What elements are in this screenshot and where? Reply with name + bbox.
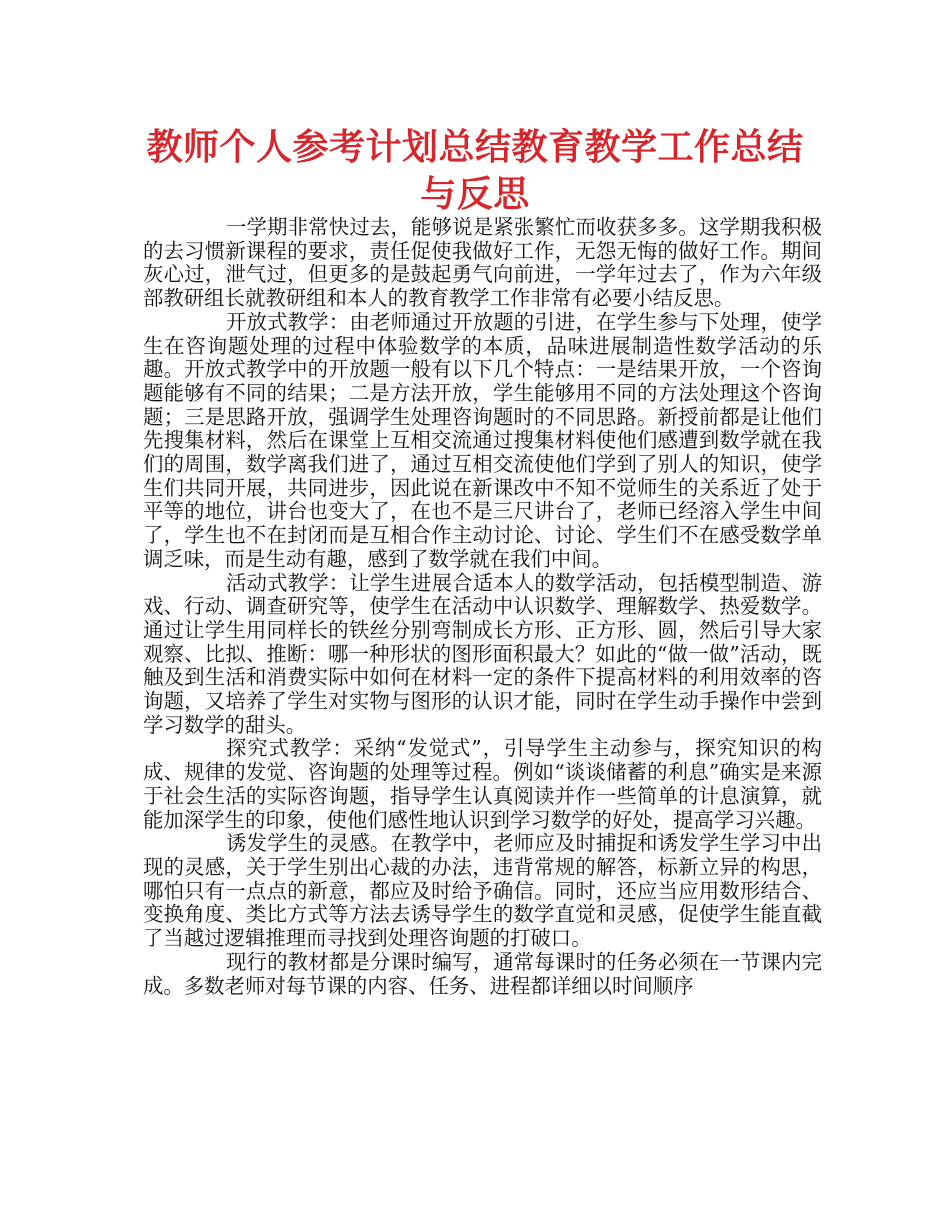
paragraph-textbook: 现行的教材都是分课时编写，通常每课时的任务必须在一节课内完成。多数老师对每节课的内容、任务、进程都详细以时间顺序 [143,949,822,998]
document-body [143,216,822,998]
paragraph-open-teaching: 开放式教学：由老师通过开放题的引进，在学生参与下处理，使学生在咨询题处理的过程中体验数学的本质，品味进展制造性数学活动的乐趣。开放式教学中的开放题一般有以下几个特点：一是结果开放，一个咨询题能够有不同的结果；二是方法开放，学生能够用不同的方法处理这个咨询题；三是思路开放，强调学生处理咨询题时的不同思路。新授前都是让他们先搜集材料，然后在课堂上互相交流通过搜集材料使他们感遭到数学就在我们的周围，数学离我们进了，通过互相交流使他们学到了别人的知识，使学生们共同开展，共同进步，因此说在新课改中不知不觉师生的关系近了处于平等的地位，讲台也变大了，在也不是三尺讲台了，老师已经溶入学生中间了，学生也不在封闭而是互相合作主动讨论、讨论、学生们不在感受数学单调乏味，而是生动有趣，感到了数学就在我们中间。 [143,309,822,571]
paragraph-inquiry-teaching: 探究式教学：采纳“发觉式”，引导学生主动参与，探究知识的构成、规律的发觉、咨询题的处理等过程。例如“谈谈储蓄的利息”确实是来源于社会生活的实际咨询题，指导学生认真阅读并作一些简单的计息演算，就能加深学生的印象，使他们感性地认识到学习数学的好处，提高学习兴趣。 [143,736,822,832]
paragraph-inspiration: 诱发学生的灵感。在教学中，老师应及时捕捉和诱发学生学习中出现的灵感，关于学生别出心裁的办法，违背常规的解答，标新立异的构思，哪怕只有一点点的新意，都应及时给予确信。同时，还应当应用数形结合、变换角度、类比方式等方法去诱导学生的数学直觉和灵感，促使学生能直截了当越过逻辑推理而寻找到处理咨询题的打破口。 [143,831,822,951]
paragraph-intro: 一学期非常快过去，能够说是紧张繁忙而收获多多。这学期我积极的去习惯新课程的要求，责任促使我做好工作，无怨无悔的做好工作。期间灰心过，泄气过，但更多的是鼓起勇气向前进，一学年过去了，作为六年级部教研组长就教研组和本人的教育教学工作非常有必要小结反思。 [143,215,822,311]
document-title: 教师个人参考计划总结教育教学工作总结与反思 [146,127,804,215]
paragraph-activity-teaching: 活动式教学：让学生进展合适本人的数学活动，包括模型制造、游戏、行动、调查研究等，使学生在活动中认识数学、理解数学、热爱数学。通过让学生用同样长的铁丝分别弯制成长方形、正方形、圆，然后引导大家观察、比拟、推断：哪一种形状的图形面积最大？如此的“做一做”活动，既触及到生活和消费实际中如何在材料一定的条件下提高材料的利用效率的咨询题，又培养了学生对实物与图形的认识才能，同时在学生动手操作中尝到学习数学的甜头。 [143,570,822,737]
